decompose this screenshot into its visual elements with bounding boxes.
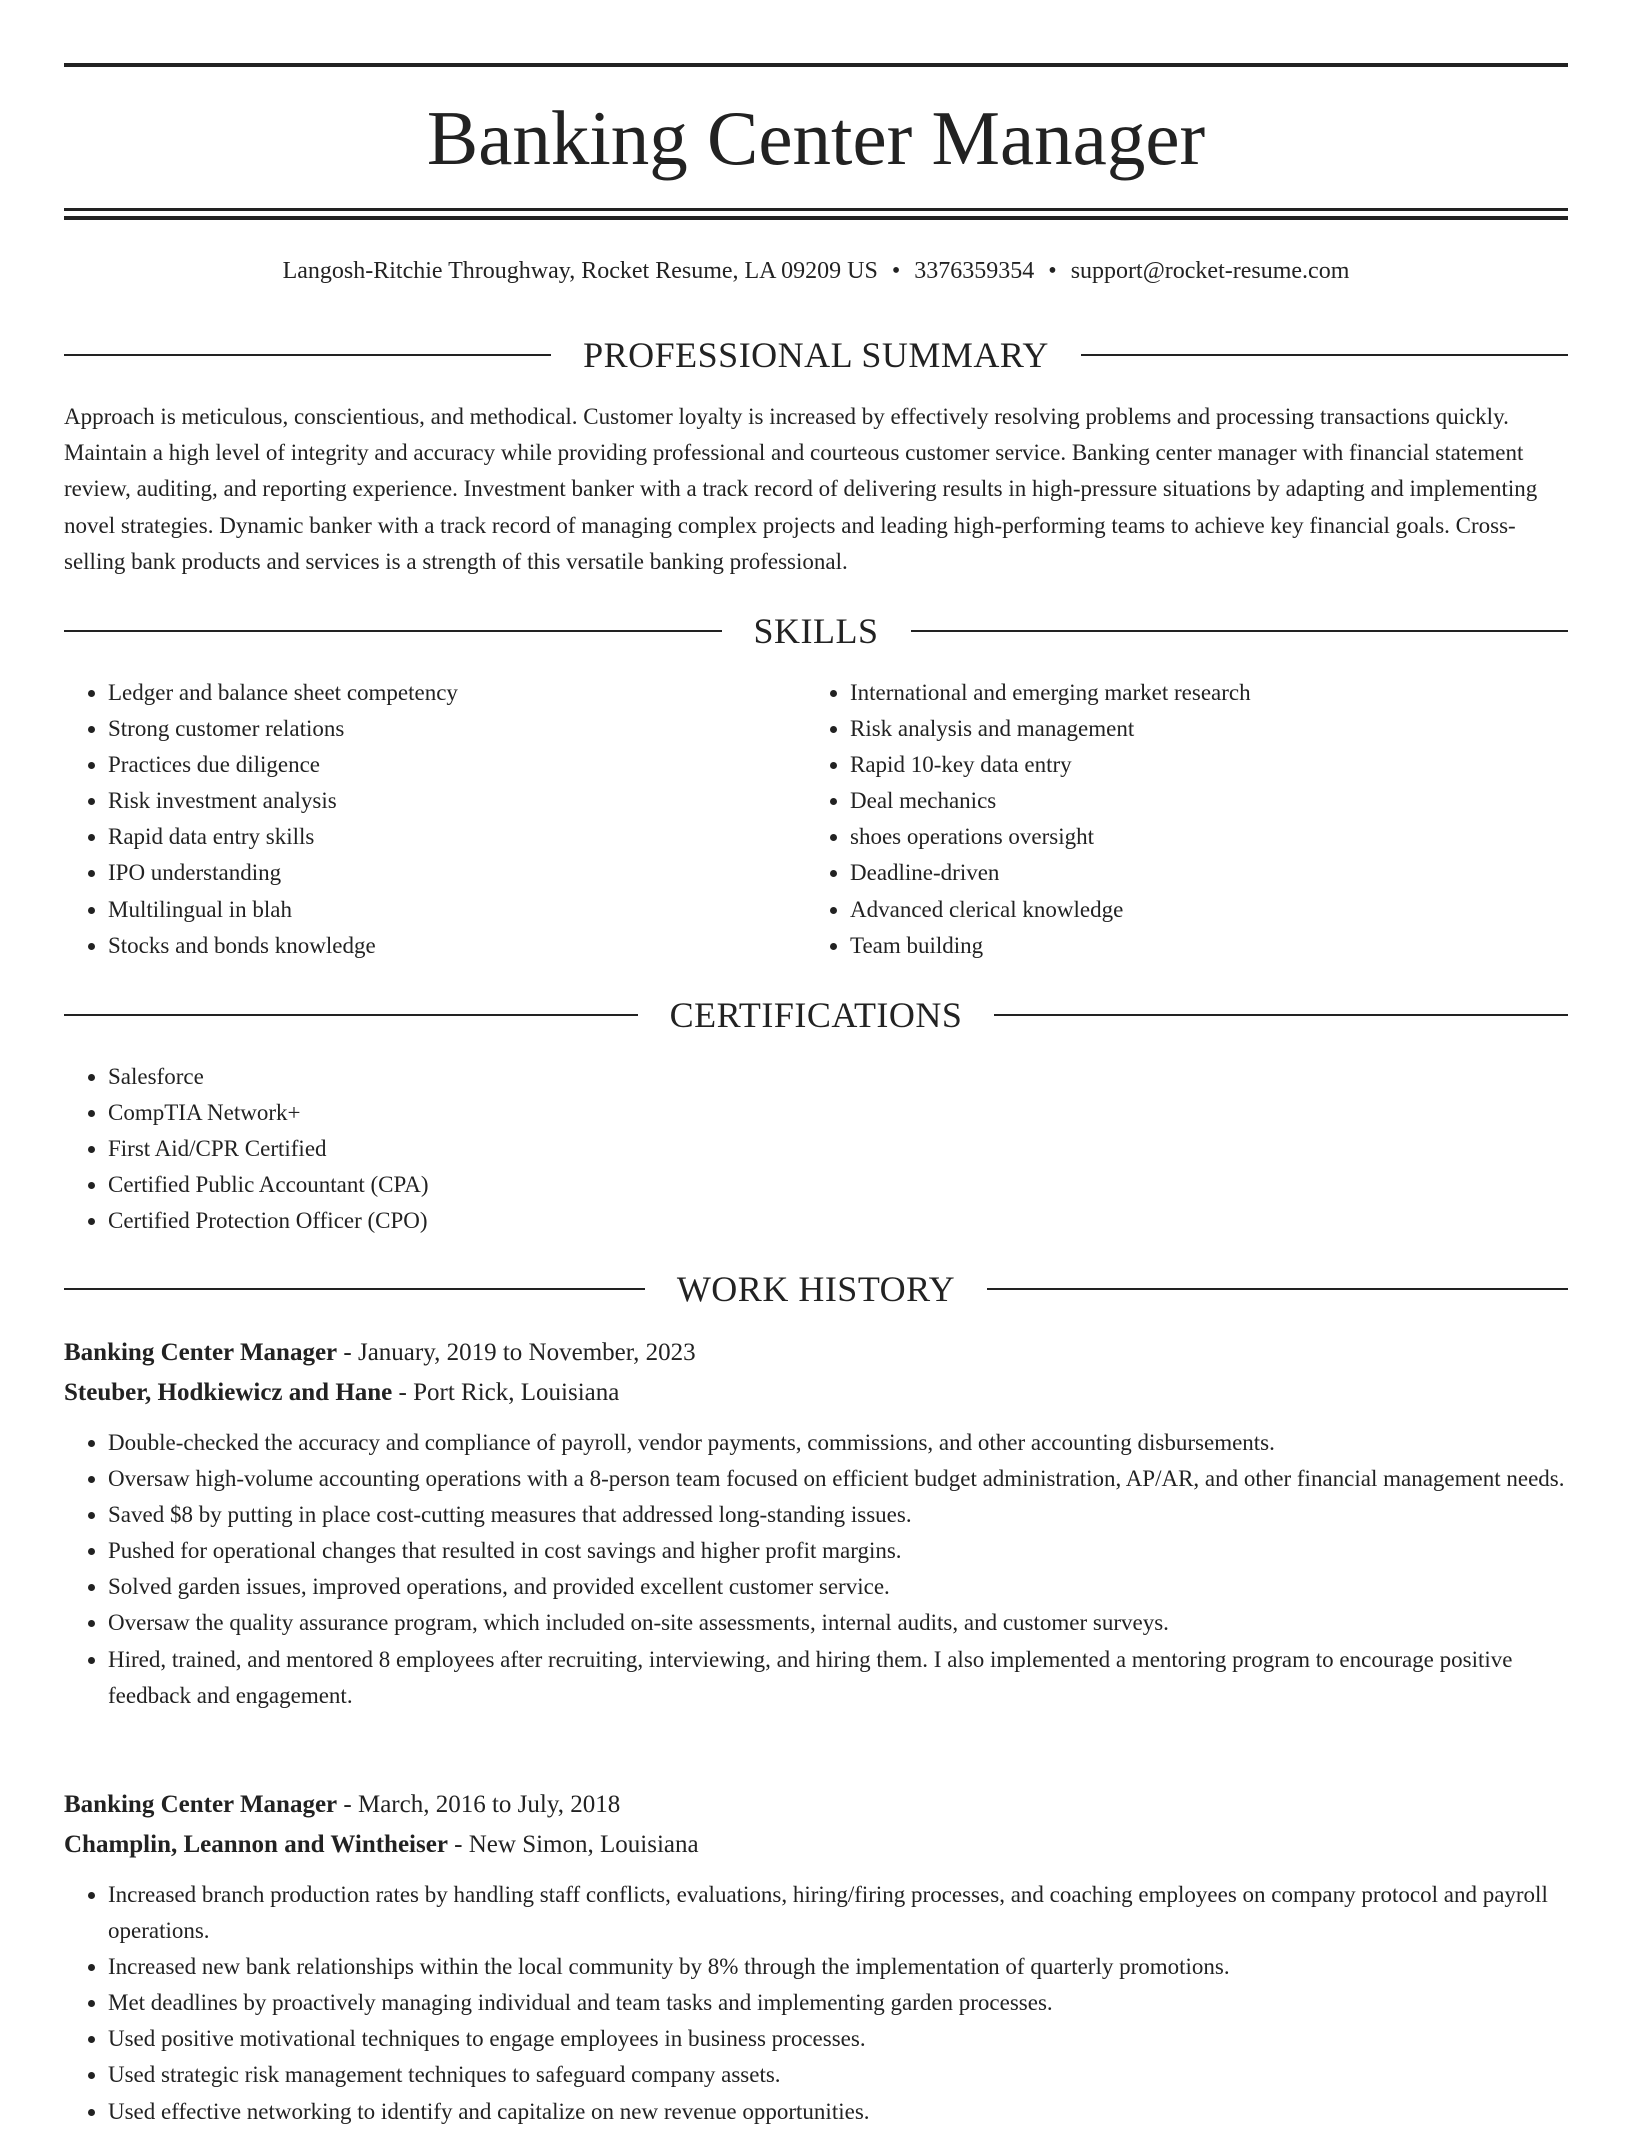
- job-bullet: • Met deadlines by proactively managing individual and team tasks and implementing garden processes.: [108, 1985, 1568, 2021]
- job-bullets: [64, 1425, 1568, 1714]
- contact-phone: 3376359354: [914, 258, 1035, 284]
- skill-item: • Strong customer relations: [108, 711, 804, 747]
- heading-rule-right: [911, 630, 1569, 632]
- skill-item: • IPO understanding: [108, 855, 804, 891]
- certification-item: • Certified Protection Officer (CPO): [108, 1203, 1568, 1239]
- job-bullet: • Oversaw the quality assurance program, which included on-site assessments, internal audits, and customer surveys.: [108, 1605, 1568, 1641]
- certifications-heading-label: CERTIFICATIONS: [669, 995, 963, 1035]
- heading-rule-left: [64, 354, 551, 356]
- skill-item: • Multilingual in blah: [108, 892, 804, 928]
- job-company-line: [64, 1373, 1568, 1413]
- skills-list-left: [64, 675, 804, 964]
- job-location: - New Simon, Louisiana: [447, 1831, 699, 1858]
- skills-list-right: [806, 675, 1568, 964]
- job-bullet: • Used strategic risk management techniques to safeguard company assets.: [108, 2057, 1568, 2093]
- job-bullet: • Oversaw high-volume accounting operations with a 8-person team focused on efficient budget administration, AP/AR, and other financial management needs.: [108, 1461, 1568, 1497]
- skill-item: • shoes operations oversight: [850, 819, 1568, 855]
- skill-item: • Ledger and balance sheet competency: [108, 675, 804, 711]
- heading-rule-right: [994, 1014, 1568, 1016]
- certifications-section: [64, 1059, 1568, 1239]
- job-title: Banking Center Manager: [64, 1791, 338, 1818]
- certifications-heading: [64, 993, 1568, 1037]
- certification-item: • First Aid/CPR Certified: [108, 1131, 1568, 1167]
- resume-title: Banking Center Manager: [426, 95, 1206, 181]
- job-bullet: • Increased branch production rates by handling staff conflicts, evaluations, hiring/firing processes, and coaching employees on company protocol and payroll operations.: [108, 1877, 1568, 1949]
- job-dates: - January, 2019 to November, 2023: [337, 1339, 696, 1366]
- skill-item: • Deal mechanics: [850, 783, 1568, 819]
- skills-heading: [64, 609, 1568, 653]
- work-history-heading: [64, 1267, 1568, 1311]
- job-company: Champlin, Leannon and Wintheiser: [64, 1831, 448, 1858]
- job-entry: [64, 1785, 1568, 2130]
- skills-heading-label: SKILLS: [753, 611, 879, 651]
- job-bullet: • Hired, trained, and mentored 8 employees after recruiting, interviewing, and hiring them. I also implemented a mentoring program to encourage positive feedback and engagement.: [108, 1642, 1568, 1714]
- certification-item: • Certified Public Accountant (CPA): [108, 1167, 1568, 1203]
- skill-item: • Risk analysis and management: [850, 711, 1568, 747]
- title-rule-upper: [64, 208, 1568, 211]
- skill-item: • Practices due diligence: [108, 747, 804, 783]
- job-bullet: • Pushed for operational changes that resulted in cost savings and higher profit margins.: [108, 1533, 1568, 1569]
- job-bullet: • Double-checked the accuracy and compliance of payroll, vendor payments, commissions, and other accounting disbursements.: [108, 1425, 1568, 1461]
- top-rule: [64, 63, 1568, 67]
- job-bullet: • Used positive motivational techniques to engage employees in business processes.: [108, 2021, 1568, 2057]
- job-location: - Port Rick, Louisiana: [392, 1379, 620, 1406]
- heading-rule-left: [64, 1014, 638, 1016]
- contact-email: support@rocket-resume.com: [1070, 258, 1350, 284]
- certification-item: • Salesforce: [108, 1059, 1568, 1095]
- skill-item: • International and emerging market research: [850, 675, 1568, 711]
- contact-line: [64, 253, 1568, 289]
- heading-rule-right: [1081, 354, 1568, 356]
- skill-item: • Rapid 10-key data entry: [850, 747, 1568, 783]
- heading-rule-left: [64, 630, 722, 632]
- contact-separator: •: [891, 258, 901, 284]
- certifications-list: [64, 1059, 1568, 1239]
- skills-column-left: [64, 675, 804, 964]
- skill-item: • Advanced clerical knowledge: [850, 892, 1568, 928]
- job-entry: [64, 1333, 1568, 1714]
- summary-heading: [64, 333, 1568, 377]
- job-dates: - March, 2016 to July, 2018: [337, 1791, 621, 1818]
- job-title-line: [64, 1333, 1568, 1373]
- job-title-line: [64, 1785, 1568, 1825]
- job-bullet: • Saved $8 by putting in place cost-cutting measures that addressed long-standing issues.: [108, 1497, 1568, 1533]
- skill-item: • Risk investment analysis: [108, 783, 804, 819]
- job-title: Banking Center Manager: [64, 1339, 338, 1366]
- contact-address: Langosh-Ritchie Throughway, Rocket Resume, LA 09209 US: [282, 258, 878, 284]
- work-history-heading-label: WORK HISTORY: [676, 1269, 956, 1309]
- contact-separator: •: [1048, 258, 1057, 284]
- heading-rule-left: [64, 1288, 645, 1290]
- job-bullet: • Used effective networking to identify and capitalize on new revenue opportunities.: [108, 2094, 1568, 2130]
- job-bullet: • Solved garden issues, improved operations, and provided excellent customer service.: [108, 1569, 1568, 1605]
- skill-item: • Stocks and bonds knowledge: [108, 928, 804, 964]
- summary-text: Approach is meticulous, conscientious, and methodical. Customer loyalty is increased by effectively resolving problems and processing transactions quickly. Maintain a high level of integrity and accuracy while providing professional and courteous customer service. Banking center manager with financial statement review, auditing, and reporting experience. Investment banker with a track record of delivering results in high-pressure situations by adapting and implementing novel strategies. Dynamic banker with a track record of managing complex projects and leading high-performing teams to achieve key financial goals. Cross-selling bank products and services is a strength of this versatile banking professional.: [64, 404, 1538, 574]
- skill-item: • Team building: [850, 928, 1568, 964]
- skills-column-right: [806, 675, 1568, 964]
- job-company: Steuber, Hodkiewicz and Hane: [64, 1379, 393, 1406]
- skill-item: • Deadline-driven: [850, 855, 1568, 891]
- job-bullets: [64, 1877, 1568, 2130]
- skill-item: • Rapid data entry skills: [108, 819, 804, 855]
- title-rule-lower: [64, 216, 1568, 220]
- summary-heading-label: PROFESSIONAL SUMMARY: [583, 335, 1049, 375]
- job-bullet: • Increased new bank relationships within the local community by 8% through the implementation of quarterly promotions.: [108, 1949, 1568, 1985]
- heading-rule-right: [987, 1288, 1568, 1290]
- certification-item: • CompTIA Network+: [108, 1095, 1568, 1131]
- job-company-line: [64, 1825, 1568, 1865]
